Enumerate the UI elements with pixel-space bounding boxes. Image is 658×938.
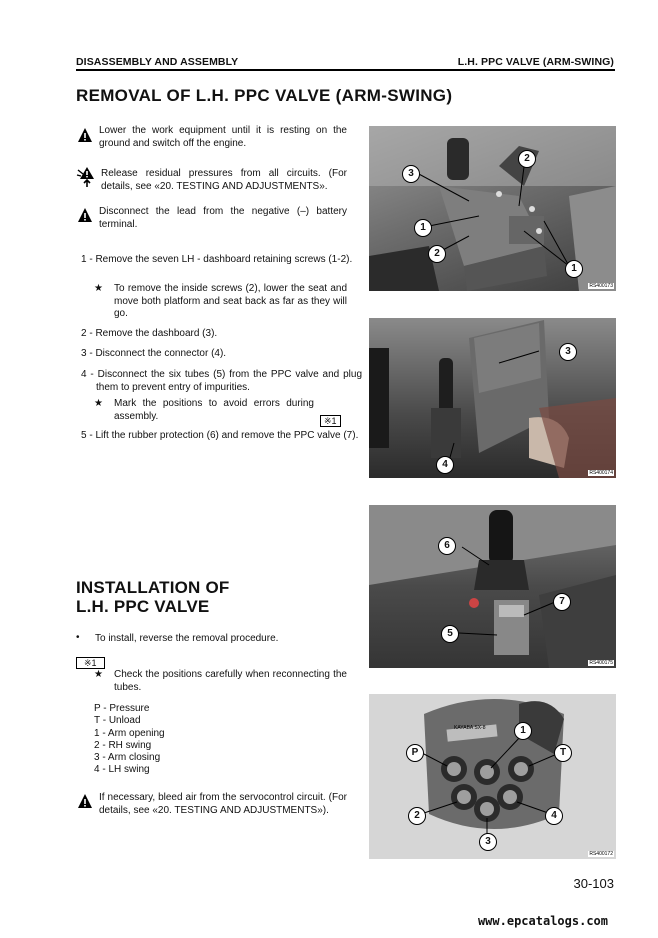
bullet-dot: •	[76, 632, 80, 643]
header-rule	[76, 69, 615, 71]
warning-release-pressure: Release residual pressures from all circuits. (For details, see «20. TESTING AND ADJUSTMENTS».	[101, 168, 347, 192]
photo-code: RS400173	[589, 283, 613, 289]
callout-7: 7	[553, 593, 571, 611]
callout-1: 1	[414, 219, 432, 237]
photo-ppc-valve-tubes	[369, 505, 616, 668]
callout-1: 1	[514, 722, 532, 740]
photo-code: RS400172	[589, 851, 613, 857]
port-legend-item: P - Pressure	[94, 703, 150, 714]
warning-disconnect-battery: Disconnect the lead from the negative (–) battery terminal.	[99, 206, 347, 230]
port-legend-item: 1 - Arm opening	[94, 728, 165, 739]
star-bullet-icon: ★	[94, 398, 103, 409]
callout-5: 5	[441, 625, 459, 643]
photo-ppc-valve-ports	[369, 694, 616, 859]
star-bullet-icon: ★	[94, 283, 103, 294]
callout-4: 4	[545, 807, 563, 825]
port-legend-item: 4 - LH swing	[94, 764, 150, 775]
header-section-title: DISASSEMBLY AND ASSEMBLY	[76, 56, 239, 68]
callout-6: 6	[438, 537, 456, 555]
callout-3: 3	[559, 343, 577, 361]
port-legend-item: 2 - RH swing	[94, 740, 152, 751]
step-2: 2 - Remove the dashboard (3).	[81, 328, 218, 339]
removal-title: REMOVAL OF L.H. PPC VALVE (ARM-SWING)	[76, 86, 453, 105]
photo-dashboard-screws	[369, 126, 616, 291]
installation-note: Check the positions carefully when reconnecting the tubes.	[114, 669, 347, 693]
valve-plate-label: KAYABA SX-8	[454, 725, 486, 731]
step-4: 4 - Disconnect the six tubes (5) from the PPC valve and plug them to prevent entry of impurities.	[81, 369, 362, 393]
port-legend-item: T - Unload	[94, 715, 141, 726]
photo-dashboard-removal	[369, 318, 616, 478]
callout-1: 1	[565, 260, 583, 278]
callout-p: P	[406, 744, 424, 762]
callout-t: T	[554, 744, 572, 762]
footer-watermark: www.epcatalogs.com	[477, 914, 608, 928]
reference-mark: ※1	[320, 415, 341, 427]
callout-3: 3	[402, 165, 420, 183]
callout-2: 2	[408, 807, 426, 825]
step-1-note: To remove the inside screws (2), lower the seat and move both platform and seat back as far as they will go.	[114, 283, 347, 319]
warning-bleed-air: If necessary, bleed air from the servocontrol circuit. (For details, see «20. TESTING AND ADJUSTMENTS»).	[99, 792, 347, 816]
warning-triangle-icon	[77, 207, 93, 223]
callout-3: 3	[479, 833, 497, 851]
photo-code: RS400174	[589, 470, 613, 476]
header-topic-title: L.H. PPC VALVE (ARM-SWING)	[457, 56, 614, 68]
step-5: 5 - Lift the rubber protection (6) and remove the PPC valve (7).	[81, 430, 359, 441]
step-4-note: Mark the positions to avoid errors during assembly.	[114, 398, 314, 422]
photo-code: RS400175	[589, 660, 613, 666]
installation-bullet: To install, reverse the removal procedure.	[95, 633, 279, 644]
port-legend-item: 3 - Arm closing	[94, 752, 161, 763]
pressure-release-icon	[76, 166, 98, 188]
page-number: 30-103	[573, 876, 614, 891]
reference-mark: ※1	[76, 657, 105, 669]
warning-triangle-icon	[77, 127, 93, 143]
step-3: 3 - Disconnect the connector (4).	[81, 348, 227, 359]
step-1: 1 - Remove the seven LH - dashboard retaining screws (1-2).	[81, 254, 353, 265]
installation-title-line1: INSTALLATION OF	[76, 578, 230, 597]
star-bullet-icon: ★	[94, 669, 103, 680]
warning-lower-equipment: Lower the work equipment until it is resting on the ground and switch off the engine.	[99, 125, 347, 149]
callout-2: 2	[518, 150, 536, 168]
callout-4: 4	[436, 456, 454, 474]
callout-2: 2	[428, 245, 446, 263]
warning-triangle-icon	[77, 793, 93, 809]
installation-title-line2: L.H. PPC VALVE	[76, 597, 210, 616]
